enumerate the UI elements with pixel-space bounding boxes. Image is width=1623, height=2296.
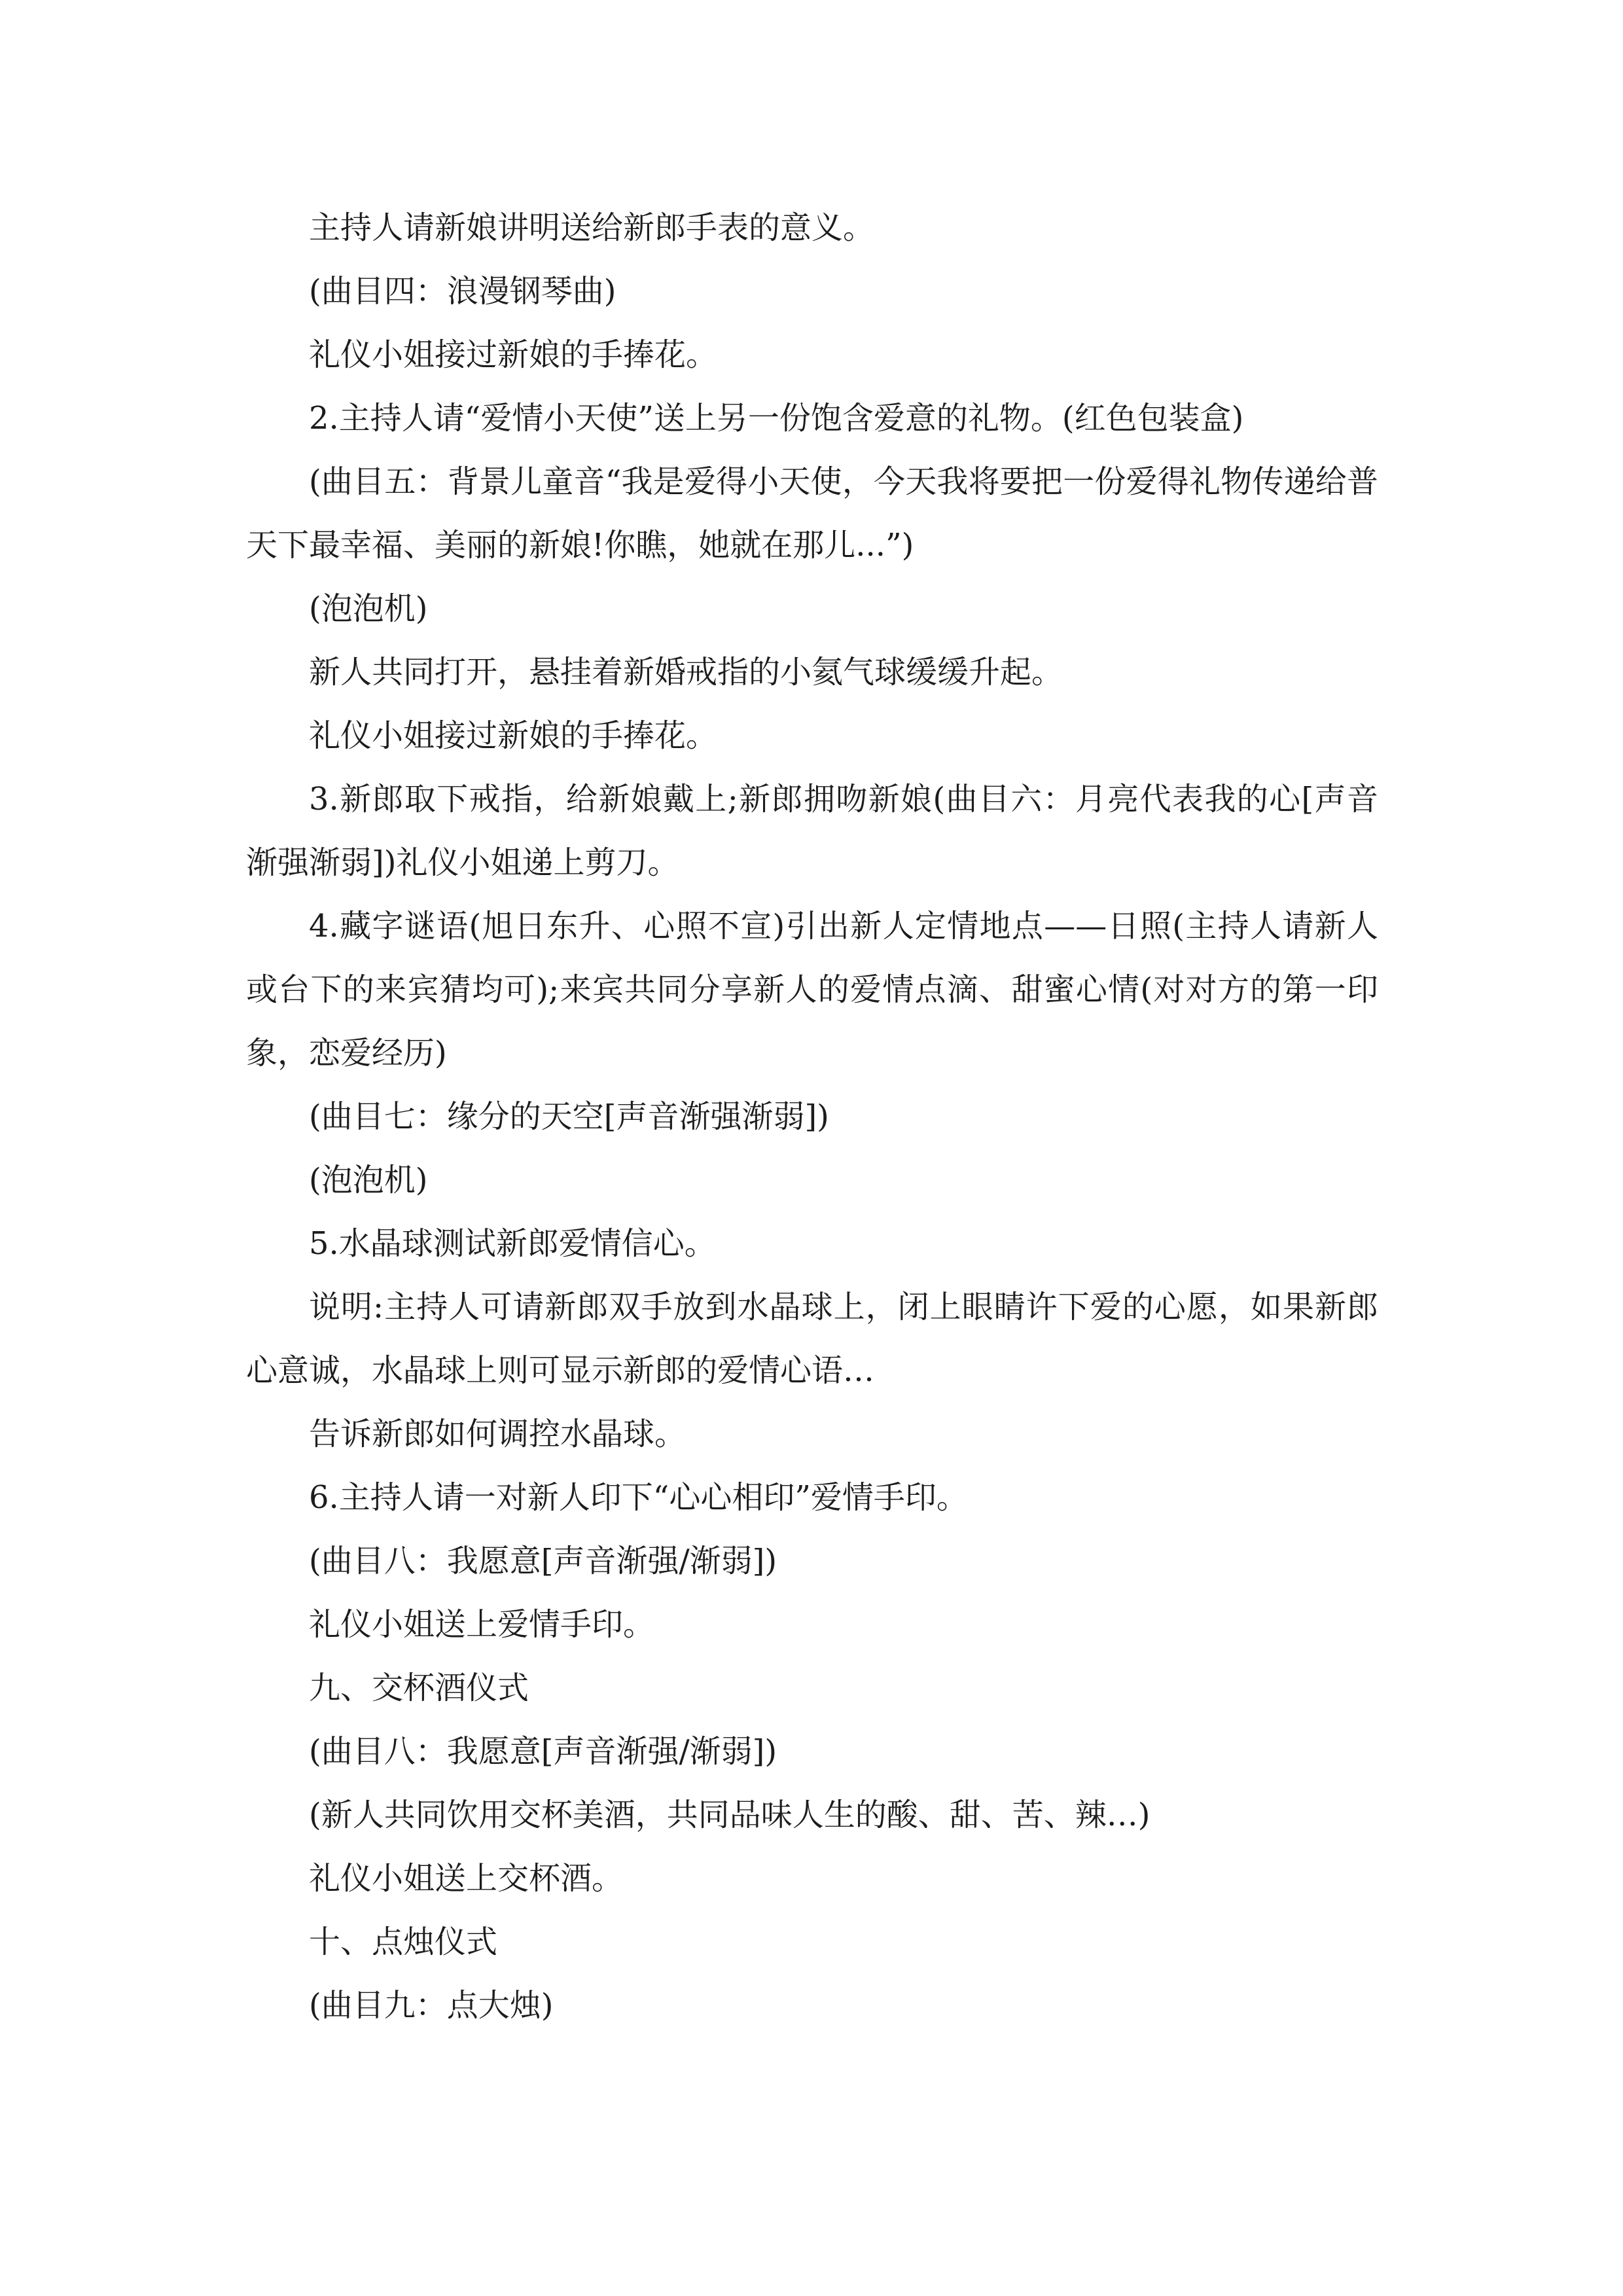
document-body bbox=[246, 196, 1378, 2037]
paragraph: 新人共同打开，悬挂着新婚戒指的小氦气球缓缓升起。 bbox=[309, 654, 1063, 691]
paragraph: (曲目八：我愿意[声音渐强/渐弱]) bbox=[309, 1543, 777, 1579]
paragraph: (曲目九：点大烛) bbox=[309, 1987, 554, 2024]
paragraph: 主持人请新娘讲明送给新郎手表的意义。 bbox=[309, 209, 875, 246]
paragraph: (曲目五：背景儿童音“我是爱得小天使，今天我将要把一份爱得礼物传递给普天下最幸福、美丽的新娘!你瞧，她就在那儿...”) bbox=[246, 463, 1378, 564]
paragraph: 礼仪小姐接过新娘的手捧花。 bbox=[309, 717, 718, 754]
paragraph: 礼仪小姐送上交杯酒。 bbox=[309, 1860, 624, 1897]
section-heading: 九、交杯酒仪式 bbox=[309, 1670, 529, 1706]
paragraph: 礼仪小姐接过新娘的手捧花。 bbox=[309, 336, 718, 373]
paragraph: 2.主持人请“爱情小天使”送上另一份饱含爱意的礼物。(红色包装盒) bbox=[309, 400, 1244, 437]
section-heading: 十、点烛仪式 bbox=[309, 1924, 498, 1960]
paragraph: (曲目八：我愿意[声音渐强/渐弱]) bbox=[309, 1733, 777, 1770]
paragraph: (曲目七：缘分的天空[声音渐强渐弱]) bbox=[309, 1098, 829, 1135]
paragraph: (曲目四：浪漫钢琴曲) bbox=[309, 273, 616, 310]
paragraph: 说明:主持人可请新郎双手放到水晶球上，闭上眼睛许下爱的心愿，如果新郎心意诚，水晶球上则可显示新郎的爱情心语… bbox=[246, 1289, 1378, 1389]
paragraph: 4.藏字谜语(旭日东升、心照不宣)引出新人定情地点——日照(主持人请新人或台下的来宾猜均可);来宾共同分享新人的爱情点滴、甜蜜心情(对对方的第一印象，恋爱经历) bbox=[246, 908, 1378, 1071]
paragraph: 5.水晶球测试新郎爱情信心。 bbox=[309, 1225, 716, 1262]
paragraph: (泡泡机) bbox=[309, 1162, 428, 1198]
paragraph: 礼仪小姐送上爱情手印。 bbox=[309, 1606, 655, 1643]
paragraph: 6.主持人请一对新人印下“心心相印”爱情手印。 bbox=[309, 1479, 968, 1516]
paragraph: 3.新郎取下戒指，给新娘戴上;新郎拥吻新娘(曲目六：月亮代表我的心[声音渐强渐弱])礼仪小姐递上剪刀。 bbox=[246, 781, 1378, 881]
paragraph: (新人共同饮用交杯美酒，共同品味人生的酸、甜、苦、辣…) bbox=[309, 1797, 1150, 1833]
paragraph: 告诉新郎如何调控水晶球。 bbox=[309, 1416, 687, 1452]
paragraph: (泡泡机) bbox=[309, 590, 428, 627]
